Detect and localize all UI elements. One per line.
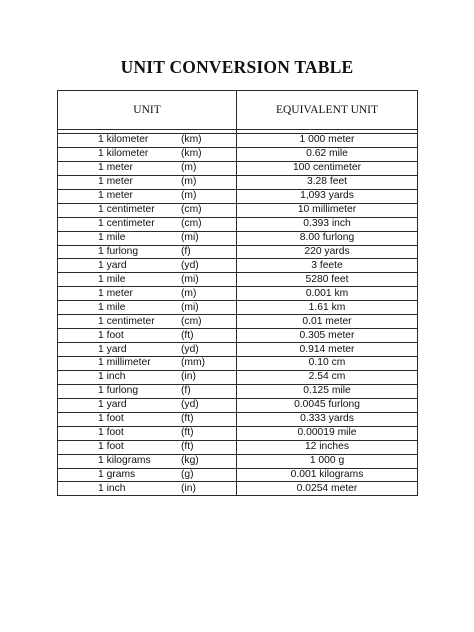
- unit-cell: [58, 287, 237, 301]
- unit-cell: [58, 161, 237, 175]
- unit-name: 1 mile: [98, 301, 126, 313]
- table-row: [58, 315, 418, 329]
- equivalent-cell: 1 000 meter: [237, 134, 418, 148]
- unit-abbreviation: (cm): [181, 204, 202, 216]
- unit-cell: [58, 357, 237, 371]
- table-row: [58, 189, 418, 203]
- unit-name: 1 yard: [98, 259, 127, 271]
- table-row: [58, 384, 418, 398]
- unit-name: 1 inch: [98, 482, 126, 494]
- table-row: [58, 175, 418, 189]
- table-row: [58, 482, 418, 496]
- table-row: [58, 370, 418, 384]
- equivalent-cell: 2.54 cm: [237, 370, 418, 384]
- unit-abbreviation: (mi): [181, 301, 199, 313]
- equivalent-cell: 10 millimeter: [237, 203, 418, 217]
- unit-abbreviation: (in): [181, 482, 196, 494]
- unit-abbreviation: (yd): [181, 259, 199, 271]
- unit-cell: [58, 259, 237, 273]
- unit-abbreviation: (m): [181, 287, 197, 299]
- unit-name: 1 kilometer: [98, 148, 149, 160]
- unit-abbreviation: (ft): [181, 441, 194, 453]
- unit-name: 1 grams: [98, 468, 136, 480]
- unit-name: 1 mile: [98, 273, 126, 285]
- table-row: [58, 412, 418, 426]
- table-row: [58, 398, 418, 412]
- table-row: [58, 468, 418, 482]
- equivalent-cell: 0.001 km: [237, 287, 418, 301]
- unit-abbreviation: (cm): [181, 315, 202, 327]
- unit-abbreviation: (m): [181, 190, 197, 202]
- table-row: [58, 301, 418, 315]
- equivalent-cell: 0.10 cm: [237, 357, 418, 371]
- unit-cell: [58, 343, 237, 357]
- unit-name: 1 meter: [98, 162, 133, 174]
- equivalent-cell: 100 centimeter: [237, 161, 418, 175]
- unit-name: 1 yard: [98, 399, 127, 411]
- unit-cell: [58, 482, 237, 496]
- unit-name: 1 foot: [98, 427, 124, 439]
- unit-name: 1 meter: [98, 287, 133, 299]
- unit-abbreviation: (cm): [181, 218, 202, 230]
- equivalent-cell: 0.125 mile: [237, 384, 418, 398]
- unit-cell: [58, 384, 237, 398]
- unit-cell: [58, 440, 237, 454]
- unit-abbreviation: (km): [181, 148, 202, 160]
- equivalent-cell: 0.0045 furlong: [237, 398, 418, 412]
- table-row: [58, 357, 418, 371]
- equivalent-cell: 3 feete: [237, 259, 418, 273]
- unit-name: 1 centimeter: [98, 315, 155, 327]
- unit-cell: [58, 175, 237, 189]
- equivalent-cell: 1 000 g: [237, 454, 418, 468]
- unit-cell: [58, 315, 237, 329]
- table-row: [58, 440, 418, 454]
- unit-name: 1 meter: [98, 190, 133, 202]
- table-row: [58, 426, 418, 440]
- unit-name: 1 foot: [98, 413, 124, 425]
- table-body: [58, 130, 418, 496]
- unit-cell: [58, 203, 237, 217]
- table-row: [58, 161, 418, 175]
- equivalent-column-header: EQUIVALENT UNIT: [237, 91, 418, 130]
- unit-cell: [58, 134, 237, 148]
- unit-abbreviation: (mi): [181, 232, 199, 244]
- unit-name: 1 meter: [98, 176, 133, 188]
- table-row: [58, 454, 418, 468]
- equivalent-cell: 0.01 meter: [237, 315, 418, 329]
- unit-abbreviation: (m): [181, 176, 197, 188]
- unit-cell: [58, 245, 237, 259]
- unit-abbreviation: (km): [181, 134, 202, 146]
- unit-abbreviation: (yd): [181, 343, 199, 355]
- equivalent-cell: 0.914 meter: [237, 343, 418, 357]
- conversion-table: [57, 90, 418, 496]
- unit-name: 1 inch: [98, 371, 126, 383]
- equivalent-cell: 0.0254 meter: [237, 482, 418, 496]
- equivalent-cell: 0.62 mile: [237, 147, 418, 161]
- page-title: UNIT CONVERSION TABLE: [120, 57, 354, 77]
- equivalent-cell: 0.305 meter: [237, 329, 418, 343]
- equivalent-cell: 1.61 km: [237, 301, 418, 315]
- unit-name: 1 foot: [98, 441, 124, 453]
- unit-abbreviation: (mi): [181, 273, 199, 285]
- equivalent-cell: 3.28 feet: [237, 175, 418, 189]
- unit-name: 1 furlong: [98, 385, 139, 397]
- unit-name: 1 yard: [98, 343, 127, 355]
- unit-abbreviation: (yd): [181, 399, 199, 411]
- unit-cell: [58, 412, 237, 426]
- equivalent-cell: 1,093 yards: [237, 189, 418, 203]
- equivalent-cell: 0.00019 mile: [237, 426, 418, 440]
- table-row: [58, 259, 418, 273]
- unit-cell: [58, 273, 237, 287]
- equivalent-cell: 0.333 yards: [237, 412, 418, 426]
- unit-abbreviation: (ft): [181, 427, 194, 439]
- table-row: [58, 245, 418, 259]
- table-row: [58, 287, 418, 301]
- unit-name: 1 centimeter: [98, 204, 155, 216]
- unit-cell: [58, 231, 237, 245]
- table-row: [58, 329, 418, 343]
- unit-abbreviation: (f): [181, 385, 191, 397]
- unit-name: 1 millimeter: [98, 357, 151, 369]
- unit-abbreviation: (m): [181, 162, 197, 174]
- equivalent-cell: 220 yards: [237, 245, 418, 259]
- unit-cell: [58, 217, 237, 231]
- equivalent-cell: 5280 feet: [237, 273, 418, 287]
- unit-cell: [58, 329, 237, 343]
- unit-abbreviation: (ft): [181, 413, 194, 425]
- unit-abbreviation: (mm): [181, 357, 206, 369]
- table-row: [58, 231, 418, 245]
- unit-name: 1 foot: [98, 329, 124, 341]
- table-row: [58, 273, 418, 287]
- table-row: [58, 134, 418, 148]
- unit-abbreviation: (kg): [181, 455, 199, 467]
- unit-name: 1 kilometer: [98, 134, 149, 146]
- unit-cell: [58, 454, 237, 468]
- equivalent-cell: 0.393 inch: [237, 217, 418, 231]
- unit-abbreviation: (g): [181, 468, 194, 480]
- table-row: [58, 217, 418, 231]
- table-row: [58, 343, 418, 357]
- unit-cell: [58, 426, 237, 440]
- unit-cell: [58, 398, 237, 412]
- unit-name: 1 mile: [98, 232, 126, 244]
- unit-abbreviation: (in): [181, 371, 196, 383]
- table-header-row: [58, 91, 418, 130]
- equivalent-cell: 0.001 kilograms: [237, 468, 418, 482]
- unit-cell: [58, 147, 237, 161]
- unit-name: 1 furlong: [98, 245, 139, 257]
- equivalent-cell: 12 inches: [237, 440, 418, 454]
- table-row: [58, 147, 418, 161]
- unit-cell: [58, 468, 237, 482]
- unit-column-header: UNIT: [58, 91, 237, 130]
- unit-cell: [58, 301, 237, 315]
- unit-name: 1 centimeter: [98, 218, 155, 230]
- unit-cell: [58, 189, 237, 203]
- equivalent-cell: 8.00 furlong: [237, 231, 418, 245]
- unit-abbreviation: (f): [181, 245, 191, 257]
- table-row: [58, 203, 418, 217]
- unit-cell: [58, 370, 237, 384]
- unit-abbreviation: (ft): [181, 329, 194, 341]
- unit-name: 1 kilograms: [98, 455, 151, 467]
